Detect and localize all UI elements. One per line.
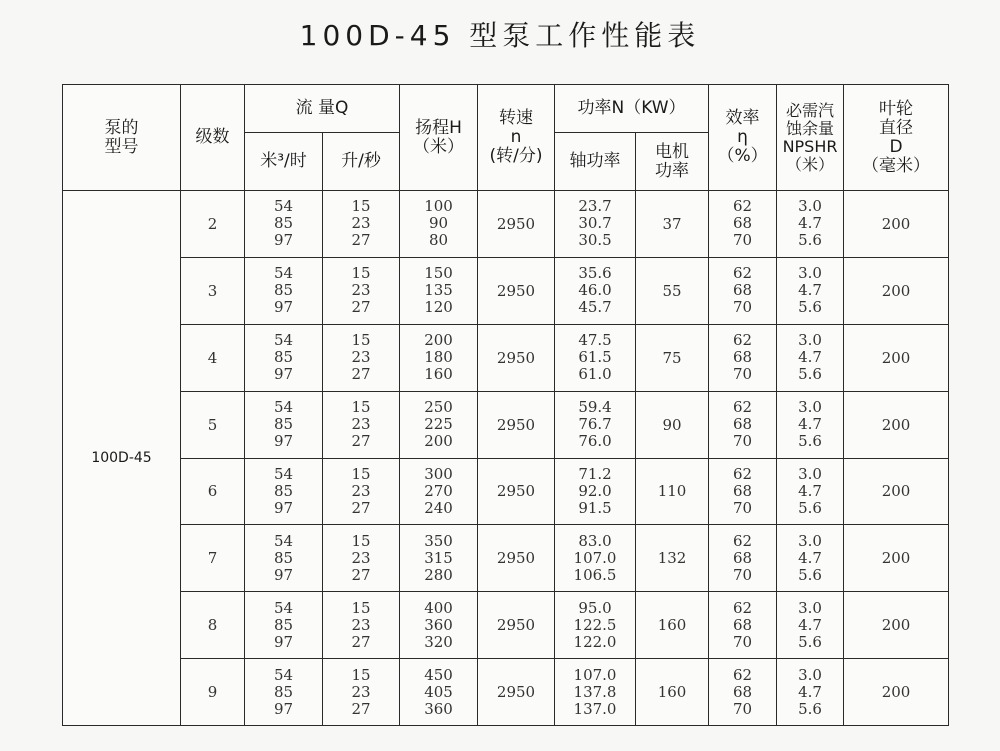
dia-cell: 200 xyxy=(844,525,949,592)
eff-value: 68 xyxy=(732,481,753,500)
eff-cell xyxy=(709,324,777,391)
shaft-value: 59.4 xyxy=(578,398,612,417)
flow_m3h-value: 54 xyxy=(273,464,294,483)
head-value: 240 xyxy=(424,498,453,517)
flow_ls-cell xyxy=(323,525,400,592)
header-npshr: 必需汽 蚀余量 NPSHR （米） xyxy=(777,85,844,191)
shaft-value: 45.7 xyxy=(578,298,612,317)
npshr-cell xyxy=(777,257,844,324)
flow_m3h-value: 85 xyxy=(273,615,294,634)
npshr-value: 4.7 xyxy=(798,281,822,300)
flow_m3h-cell xyxy=(245,458,323,525)
shaft-value: 137.0 xyxy=(573,699,617,718)
shaft-value: 83.0 xyxy=(578,531,612,550)
flow_m3h-cell xyxy=(245,592,323,659)
header-speed: 转速 n (转/分) xyxy=(478,85,555,191)
flow_ls-value: 27 xyxy=(351,699,371,718)
head-cell xyxy=(400,458,478,525)
flow_m3h-value: 97 xyxy=(273,298,294,317)
flow_m3h-value: 97 xyxy=(273,365,294,384)
flow_ls-cell xyxy=(323,391,400,458)
pump-model-cell: 100D-45 xyxy=(63,191,181,726)
eff-value: 70 xyxy=(732,498,753,517)
flow_m3h-cell xyxy=(245,324,323,391)
npshr-value: 3.0 xyxy=(798,264,822,283)
flow_ls-value: 23 xyxy=(351,615,371,634)
head-cell xyxy=(400,324,478,391)
shaft-cell xyxy=(555,257,636,324)
performance-table xyxy=(62,84,949,726)
npshr-value: 5.6 xyxy=(798,632,822,651)
flow_ls-value: 15 xyxy=(351,398,371,417)
dia-cell: 200 xyxy=(844,659,949,726)
eff-value: 68 xyxy=(732,214,753,233)
shaft-value: 47.5 xyxy=(578,331,612,350)
eff-value: 62 xyxy=(732,197,753,216)
table-row xyxy=(63,659,949,726)
flow_m3h-value: 97 xyxy=(273,699,294,718)
motor-cell: 160 xyxy=(636,592,709,659)
npshr-value: 5.6 xyxy=(798,498,822,517)
eff-cell xyxy=(709,525,777,592)
shaft-cell xyxy=(555,525,636,592)
shaft-cell xyxy=(555,458,636,525)
motor-cell: 90 xyxy=(636,391,709,458)
flow_ls-value: 15 xyxy=(351,197,371,216)
npshr-value: 5.6 xyxy=(798,365,822,384)
npshr-value: 4.7 xyxy=(798,481,822,500)
flow_ls-value: 23 xyxy=(351,481,371,500)
shaft-value: 106.5 xyxy=(573,565,617,584)
shaft-value: 76.7 xyxy=(578,415,612,434)
motor-cell: 110 xyxy=(636,458,709,525)
header-flow-ls: 升/秒 xyxy=(323,133,400,191)
flow_ls-value: 27 xyxy=(351,298,371,317)
head-value: 100 xyxy=(424,197,453,216)
speed-cell: 2950 xyxy=(478,257,555,324)
speed-cell: 2950 xyxy=(478,458,555,525)
eff-value: 62 xyxy=(732,464,753,483)
table-row xyxy=(63,324,949,391)
flow_ls-value: 23 xyxy=(351,548,371,567)
shaft-cell xyxy=(555,592,636,659)
head-cell xyxy=(400,391,478,458)
header-head: 扬程H （米） xyxy=(400,85,478,191)
eff-value: 68 xyxy=(732,415,753,434)
flow_m3h-value: 97 xyxy=(273,565,294,584)
npshr-value: 4.7 xyxy=(798,548,822,567)
flow_m3h-cell xyxy=(245,659,323,726)
flow_m3h-value: 97 xyxy=(273,432,294,451)
eff-value: 62 xyxy=(732,665,753,684)
eff-value: 68 xyxy=(732,281,753,300)
eff-value: 62 xyxy=(732,264,753,283)
npshr-value: 3.0 xyxy=(798,398,822,417)
shaft-value: 35.6 xyxy=(578,264,612,283)
head-cell xyxy=(400,592,478,659)
shaft-value: 46.0 xyxy=(578,281,612,300)
head-value: 360 xyxy=(424,699,453,718)
motor-cell: 160 xyxy=(636,659,709,726)
header-flow-m3h: 米³/时 xyxy=(245,133,323,191)
flow_m3h-cell xyxy=(245,525,323,592)
page-title: 100D-45 型泵工作性能表 xyxy=(299,19,701,52)
eff-value: 70 xyxy=(732,632,753,651)
flow_ls-cell xyxy=(323,257,400,324)
shaft-value: 107.0 xyxy=(573,665,617,684)
flow_ls-value: 23 xyxy=(351,682,371,701)
npshr-value: 4.7 xyxy=(798,214,822,233)
dia-cell: 200 xyxy=(844,191,949,258)
npshr-value: 4.7 xyxy=(798,682,822,701)
shaft-cell xyxy=(555,659,636,726)
eff-cell xyxy=(709,458,777,525)
eff-value: 68 xyxy=(732,348,753,367)
dia-cell: 200 xyxy=(844,592,949,659)
dia-cell: 200 xyxy=(844,391,949,458)
table-row xyxy=(63,257,949,324)
stage-cell: 6 xyxy=(181,458,245,525)
eff-value: 68 xyxy=(732,615,753,634)
head-value: 450 xyxy=(424,665,453,684)
head-value: 150 xyxy=(424,264,453,283)
head-cell xyxy=(400,659,478,726)
npshr-value: 3.0 xyxy=(798,197,822,216)
npshr-value: 4.7 xyxy=(798,348,822,367)
flow_ls-value: 27 xyxy=(351,632,371,651)
stage-cell: 9 xyxy=(181,659,245,726)
speed-cell: 2950 xyxy=(478,191,555,258)
eff-value: 70 xyxy=(732,298,753,317)
flow_ls-cell xyxy=(323,324,400,391)
shaft-value: 30.5 xyxy=(578,231,612,250)
flow_ls-value: 15 xyxy=(351,464,371,483)
head-value: 400 xyxy=(424,598,453,617)
flow_ls-value: 15 xyxy=(351,531,371,550)
npshr-value: 4.7 xyxy=(798,415,822,434)
flow_ls-cell xyxy=(323,592,400,659)
shaft-value: 61.0 xyxy=(578,365,612,384)
flow_ls-value: 27 xyxy=(351,565,371,584)
shaft-value: 71.2 xyxy=(578,464,612,483)
table-body xyxy=(63,191,949,726)
flow_m3h-value: 54 xyxy=(273,665,294,684)
eff-value: 62 xyxy=(732,331,753,350)
head-value: 200 xyxy=(424,331,453,350)
flow_m3h-value: 54 xyxy=(273,197,294,216)
table-row xyxy=(63,191,949,258)
flow_m3h-value: 85 xyxy=(273,281,294,300)
shaft-value: 30.7 xyxy=(578,214,612,233)
head-cell xyxy=(400,257,478,324)
flow_ls-value: 15 xyxy=(351,598,371,617)
shaft-cell xyxy=(555,324,636,391)
eff-value: 70 xyxy=(732,231,753,250)
npshr-value: 3.0 xyxy=(798,464,822,483)
header-shaft-power: 轴功率 xyxy=(555,133,636,191)
motor-cell: 75 xyxy=(636,324,709,391)
flow_m3h-value: 85 xyxy=(273,682,294,701)
flow_m3h-value: 97 xyxy=(273,231,294,250)
table-row xyxy=(63,592,949,659)
stage-cell: 7 xyxy=(181,525,245,592)
npshr-cell xyxy=(777,458,844,525)
head-cell xyxy=(400,525,478,592)
shaft-value: 95.0 xyxy=(578,598,612,617)
npshr-value: 5.6 xyxy=(798,432,822,451)
npshr-cell xyxy=(777,659,844,726)
flow_ls-value: 27 xyxy=(351,365,371,384)
flow_m3h-value: 54 xyxy=(273,398,294,417)
motor-cell: 55 xyxy=(636,257,709,324)
flow_m3h-cell xyxy=(245,191,323,258)
npshr-value: 5.6 xyxy=(798,699,822,718)
header-efficiency: 效率 η （%） xyxy=(709,85,777,191)
flow_m3h-value: 85 xyxy=(273,415,294,434)
head-value: 80 xyxy=(428,231,449,250)
speed-cell: 2950 xyxy=(478,659,555,726)
npshr-cell xyxy=(777,592,844,659)
header-motor-power: 电机 功率 xyxy=(636,133,709,191)
npshr-value: 5.6 xyxy=(798,231,822,250)
flow_m3h-cell xyxy=(245,257,323,324)
head-value: 225 xyxy=(424,415,453,434)
speed-cell: 2950 xyxy=(478,324,555,391)
eff-value: 70 xyxy=(732,365,753,384)
stage-cell: 3 xyxy=(181,257,245,324)
flow_ls-value: 23 xyxy=(351,415,371,434)
flow_m3h-value: 97 xyxy=(273,632,294,651)
flow_m3h-value: 85 xyxy=(273,481,294,500)
flow_m3h-cell xyxy=(245,391,323,458)
eff-cell xyxy=(709,191,777,258)
shaft-value: 122.5 xyxy=(573,615,617,634)
header-power: 功率N（KW） xyxy=(555,85,709,133)
npshr-value: 4.7 xyxy=(798,615,822,634)
motor-cell: 37 xyxy=(636,191,709,258)
flow_ls-value: 27 xyxy=(351,498,371,517)
shaft-value: 122.0 xyxy=(573,632,617,651)
head-value: 360 xyxy=(424,615,453,634)
head-cell xyxy=(400,191,478,258)
flow_ls-value: 27 xyxy=(351,432,371,451)
flow_ls-value: 23 xyxy=(351,348,371,367)
eff-value: 70 xyxy=(732,699,753,718)
head-value: 315 xyxy=(424,548,453,567)
speed-cell: 2950 xyxy=(478,391,555,458)
stage-cell: 8 xyxy=(181,592,245,659)
head-value: 270 xyxy=(424,481,453,500)
npshr-value: 3.0 xyxy=(798,665,822,684)
head-value: 300 xyxy=(424,464,453,483)
shaft-value: 23.7 xyxy=(578,197,612,216)
head-value: 160 xyxy=(424,365,453,384)
npshr-cell xyxy=(777,525,844,592)
table-row xyxy=(63,391,949,458)
npshr-cell xyxy=(777,391,844,458)
flow_ls-cell xyxy=(323,659,400,726)
shaft-value: 91.5 xyxy=(578,498,612,517)
shaft-cell xyxy=(555,391,636,458)
head-value: 320 xyxy=(424,632,453,651)
shaft-cell xyxy=(555,191,636,258)
head-value: 280 xyxy=(424,565,453,584)
head-value: 405 xyxy=(424,682,453,701)
header-impeller-diameter: 叶轮 直径 D （毫米） xyxy=(844,85,949,191)
npshr-value: 3.0 xyxy=(798,331,822,350)
stage-cell: 5 xyxy=(181,391,245,458)
flow_m3h-value: 54 xyxy=(273,264,294,283)
stage-cell: 4 xyxy=(181,324,245,391)
eff-value: 70 xyxy=(732,565,753,584)
flow_ls-cell xyxy=(323,191,400,258)
eff-value: 68 xyxy=(732,682,753,701)
eff-value: 62 xyxy=(732,598,753,617)
shaft-value: 76.0 xyxy=(578,432,612,451)
dia-cell: 200 xyxy=(844,324,949,391)
stage-cell: 2 xyxy=(181,191,245,258)
flow_ls-cell xyxy=(323,458,400,525)
npshr-value: 3.0 xyxy=(798,531,822,550)
flow_ls-value: 23 xyxy=(351,281,371,300)
speed-cell: 2950 xyxy=(478,592,555,659)
header-stages: 级数 xyxy=(181,85,245,191)
table-row xyxy=(63,458,949,525)
head-value: 120 xyxy=(424,298,453,317)
table-row xyxy=(63,525,949,592)
npshr-value: 5.6 xyxy=(798,565,822,584)
head-value: 250 xyxy=(424,398,453,417)
motor-cell: 132 xyxy=(636,525,709,592)
head-value: 200 xyxy=(424,432,453,451)
flow_ls-value: 15 xyxy=(351,665,371,684)
shaft-value: 137.8 xyxy=(573,682,617,701)
eff-cell xyxy=(709,391,777,458)
head-value: 180 xyxy=(424,348,453,367)
flow_ls-value: 15 xyxy=(351,331,371,350)
dia-cell: 200 xyxy=(844,458,949,525)
npshr-cell xyxy=(777,191,844,258)
flow_m3h-value: 54 xyxy=(273,331,294,350)
eff-cell xyxy=(709,592,777,659)
shaft-value: 61.5 xyxy=(578,348,612,367)
speed-cell: 2950 xyxy=(478,525,555,592)
npshr-value: 3.0 xyxy=(798,598,822,617)
head-value: 350 xyxy=(424,531,453,550)
head-value: 135 xyxy=(424,281,453,300)
flow_ls-value: 27 xyxy=(351,231,371,250)
flow_m3h-value: 97 xyxy=(273,498,294,517)
flow_m3h-value: 54 xyxy=(273,598,294,617)
dia-cell: 200 xyxy=(844,257,949,324)
eff-value: 68 xyxy=(732,548,753,567)
flow_ls-value: 23 xyxy=(351,214,371,233)
eff-cell xyxy=(709,659,777,726)
eff-value: 62 xyxy=(732,398,753,417)
eff-value: 70 xyxy=(732,432,753,451)
eff-cell xyxy=(709,257,777,324)
shaft-value: 92.0 xyxy=(578,481,612,500)
flow_m3h-value: 85 xyxy=(273,548,294,567)
header-model: 泵的 型号 xyxy=(63,85,181,191)
eff-value: 62 xyxy=(732,531,753,550)
flow_m3h-value: 85 xyxy=(273,214,294,233)
npshr-value: 5.6 xyxy=(798,298,822,317)
npshr-cell xyxy=(777,324,844,391)
header-flow: 流 量Q xyxy=(245,85,400,133)
flow_m3h-value: 85 xyxy=(273,348,294,367)
flow_m3h-value: 54 xyxy=(273,531,294,550)
flow_ls-value: 15 xyxy=(351,264,371,283)
head-value: 90 xyxy=(428,214,449,233)
shaft-value: 107.0 xyxy=(573,548,617,567)
